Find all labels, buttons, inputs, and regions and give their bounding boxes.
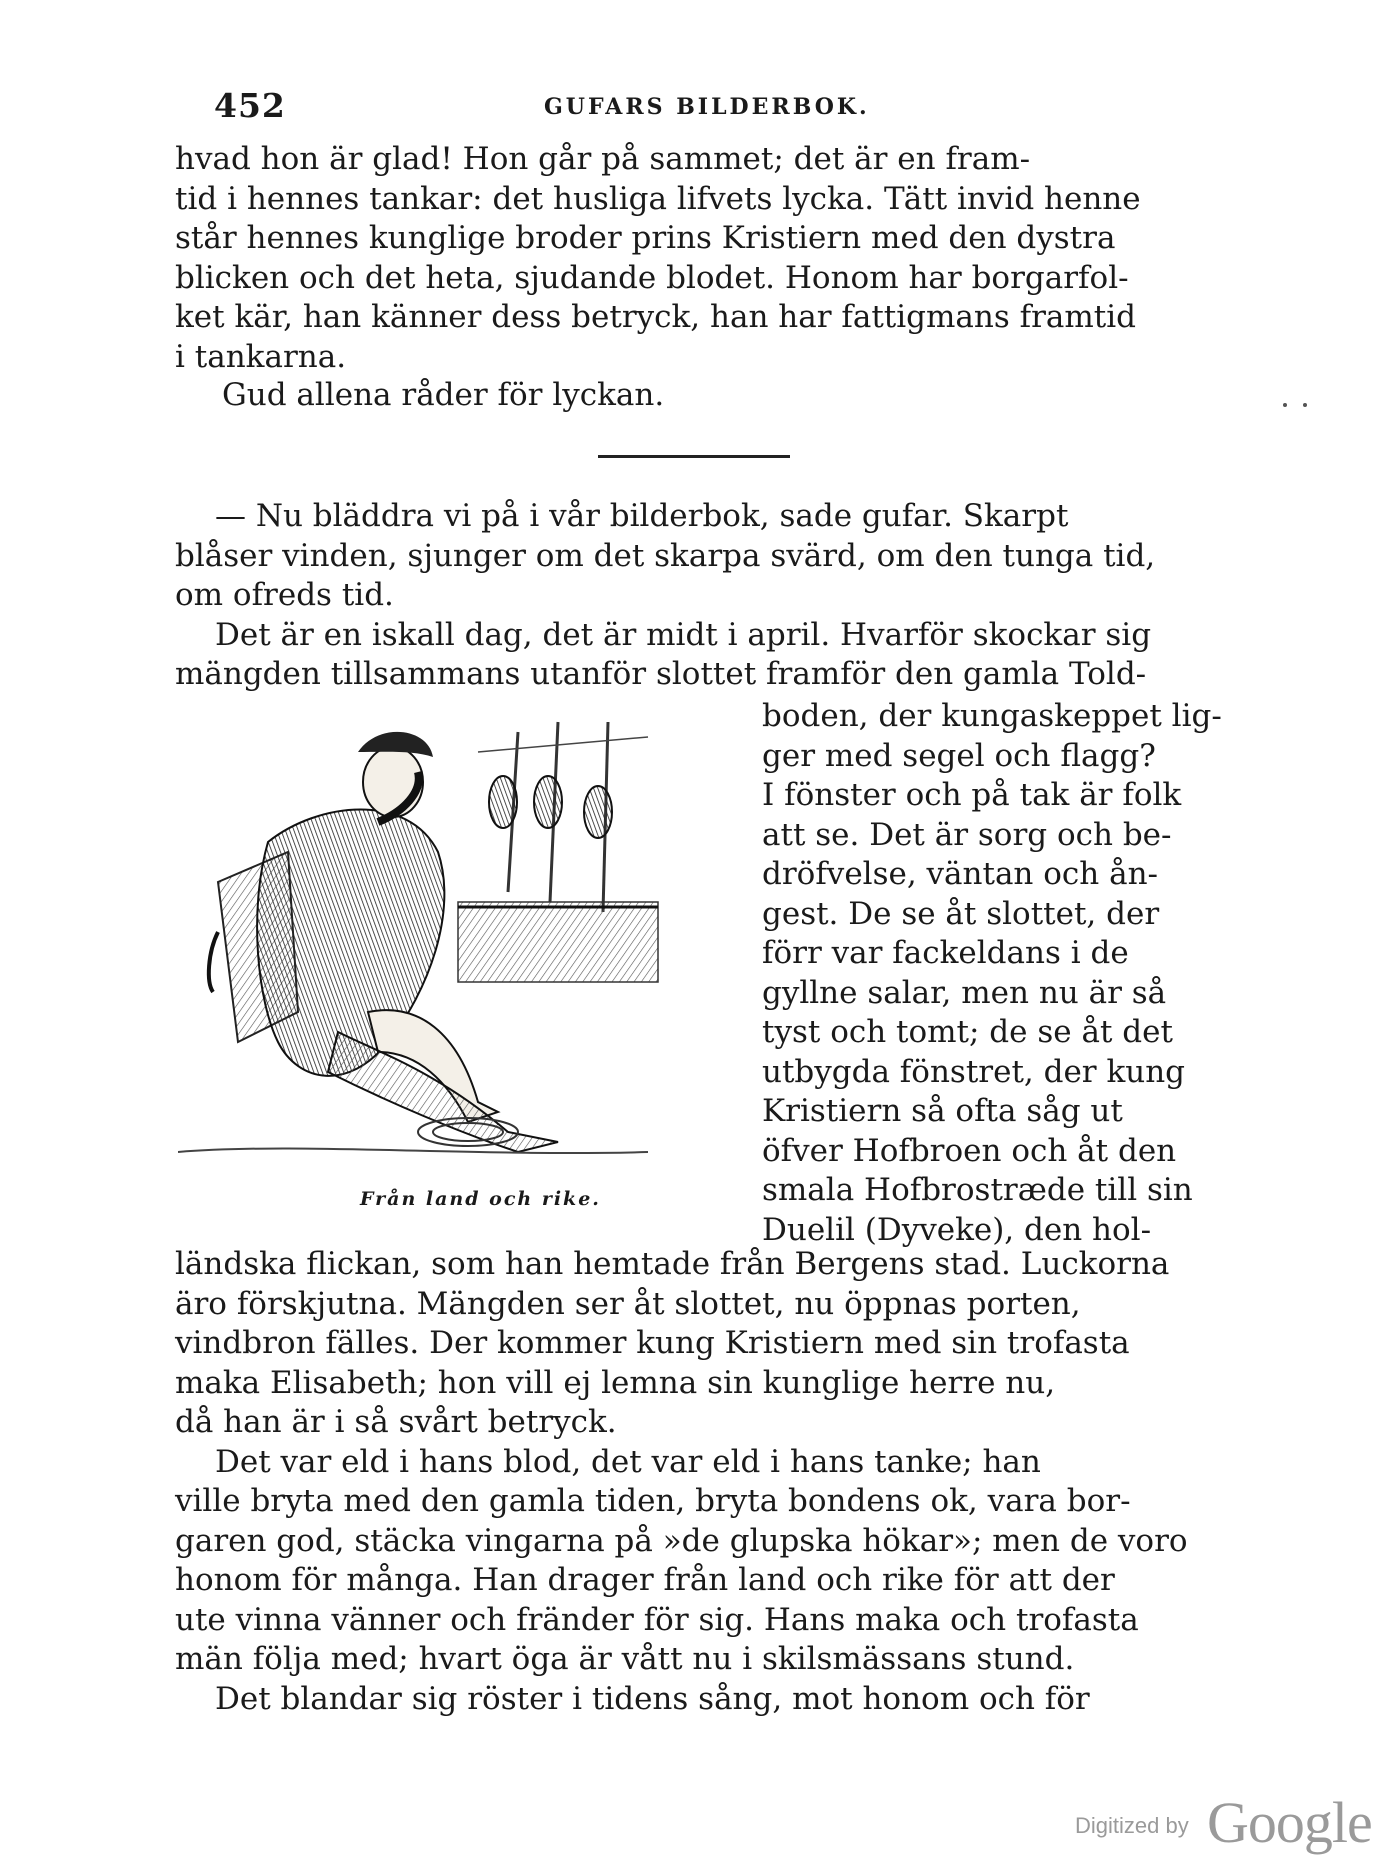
text-beside-illustration [762,697,1224,1250]
text-line: boden, der kungaskeppet lig- [762,698,1222,734]
text-line: Duelil (Dyveke), den hol- [762,1211,1152,1248]
text-line: ger med segel och flagg? [762,737,1156,774]
text-line: — Nu bläddra vi på i vår bilderbok, sade gufar. Skarpt [215,498,1069,534]
text-line: utbygda fönstret, der kung [762,1053,1186,1090]
page-number: 452 [214,86,286,125]
text-line: öfver Hofbroen och åt den [762,1132,1177,1169]
text-line: mängden tillsammans utanför slottet framför den gamla Told- [175,656,1147,692]
text-line: gyllne salar, men nu är så [762,974,1167,1011]
text-line: dröfvelse, väntan och ån- [762,856,1159,892]
text-line: då han är i så svårt betryck. [175,1404,617,1440]
text-line: I fönster och på tak är folk [762,777,1182,813]
text-line: ländska flickan, som han hemtade från Bergens stad. Luckorna [175,1246,1170,1282]
text-line: Det blandar sig röster i tidens sång, mot honom och för [215,1680,1090,1717]
text-line: i tankarna. [175,338,347,375]
text-line: blåser vinden, sjunger om det skarpa svärd, om den tunga tid, [175,537,1156,574]
print-speck [1303,403,1307,407]
text-line: män följa med; hvart öga är vått nu i skilsmässans stund. [175,1641,1075,1677]
running-title: GUFARS BILDERBOK. [544,94,870,120]
paragraph-2 [175,497,1225,695]
text-line: garen god, stäcka vingarna på »de glupska hökar»; men de voro [175,1522,1188,1559]
text-line: ket kär, han känner dess betryck, han har fattigmans framtid [175,299,1137,335]
engraving-illustration [178,712,753,1174]
text-line: Det var eld i hans blod, det var eld i hans tanke; han [215,1443,1041,1480]
text-line: gest. De se åt slottet, der [762,895,1160,932]
paragraph-1 [175,140,1225,377]
text-line: honom för många. Han drager från land och rike för att der [175,1562,1115,1598]
watermark-digitized: Digitized by [1075,1813,1189,1838]
illustration-caption: Från land och rike. [360,1188,601,1210]
section-divider [598,455,790,458]
text-line: hvad hon är glad! Hon går på sammet; det är en fram- [175,141,1031,177]
text-line: smala Hofbrostræde till sin [762,1172,1193,1208]
engraving-svg [178,712,753,1174]
closing-line: Gud allena råder för lyckan. [222,377,665,413]
print-speck [1283,403,1287,407]
text-line: maka Elisabeth; hon vill ej lemna sin kunglige herre nu, [175,1364,1056,1401]
text-line: står hennes kunglige broder prins Kristiern med den dystra [175,220,1116,256]
text-line: blicken och det heta, sjudande blodet. Honom har borgarfol- [175,259,1129,296]
page-header [214,86,1224,126]
text-line: förr var fackeldans i de [762,935,1129,971]
text-line: att se. Det är sorg och be- [762,816,1172,853]
text-line: om ofreds tid. [175,577,394,613]
text-line: ute vinna vänner och fränder för sig. Hans maka och trofasta [175,1601,1139,1638]
text-line: vindbron fälles. Der kommer kung Kristiern med sin trofasta [175,1325,1130,1361]
text-line: äro förskjutna. Mängden ser åt slottet, nu öppnas porten, [175,1285,1081,1322]
watermark-google-logo: Google [1207,1790,1372,1855]
watermark [1075,1790,1395,1855]
text-line: Det är en iskall dag, det är midt i april. Hvarför skockar sig [215,616,1152,653]
paragraph-3-continued [175,1245,1225,1719]
text-line: tid i hennes tankar: det husliga lifvets lycka. Tätt invid henne [175,180,1141,217]
text-line: ville bryta med den gamla tiden, bryta bondens ok, vara bor- [175,1483,1131,1519]
text-line: tyst och tomt; de se åt det [762,1014,1173,1050]
text-line: Kristiern så ofta såg ut [762,1093,1123,1129]
